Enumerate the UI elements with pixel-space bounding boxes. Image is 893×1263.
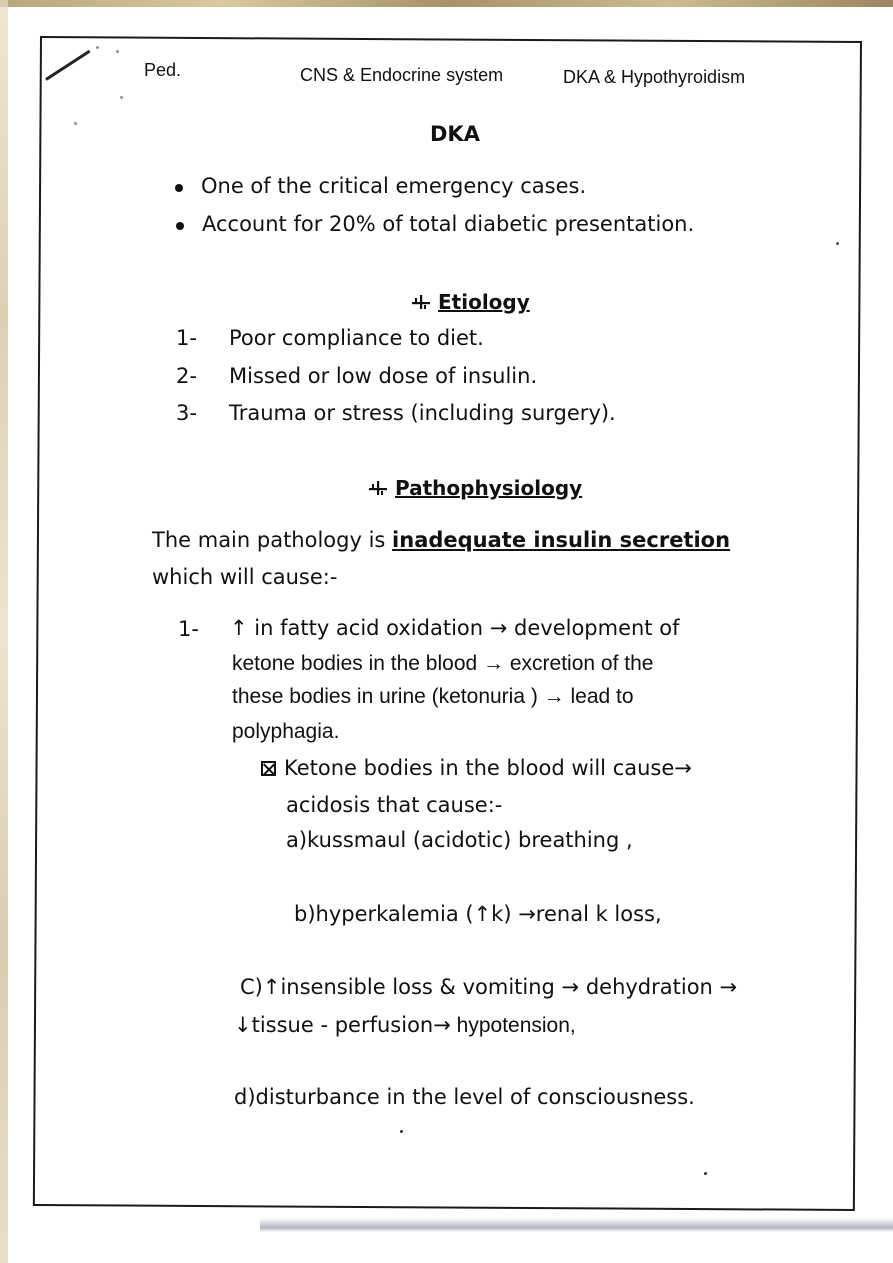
checkbox-x-icon	[261, 761, 276, 776]
effect-c-line-2	[234, 1013, 576, 1038]
etiology-num-3: 3-	[176, 401, 197, 425]
pathology-item-num-1: 1-	[178, 617, 199, 641]
speck	[120, 96, 123, 99]
pathology-intro-text: The main pathology is	[152, 528, 393, 552]
ketone-effect-text: Ketone bodies in the blood will cause→	[284, 756, 692, 780]
scan-edge-top	[0, 0, 893, 7]
etiology-item-2: Missed or low dose of insulin.	[229, 364, 538, 388]
speck	[836, 242, 839, 245]
pathology-intro-cont: which will cause:-	[152, 565, 338, 589]
header-right: DKA & Hypothyroidism	[563, 67, 746, 87]
pathology-key-term: inadequate insulin secretion	[392, 528, 731, 552]
section-marker-icon	[412, 294, 430, 310]
pathology-intro-line	[152, 528, 730, 552]
header-center: CNS & Endocrine system	[300, 65, 504, 85]
etiology-heading: Etiology	[438, 290, 530, 314]
ketone-effect-line-1	[261, 756, 692, 780]
etiology-item-3: Trauma or stress (including surgery).	[229, 401, 616, 425]
scan-edge-left	[0, 0, 8, 1263]
pathophysiology-heading: Pathophysiology	[395, 476, 583, 500]
speck	[74, 122, 77, 125]
pathology-item-1-line-1: ↑ in fatty acid oxidation → development of	[230, 616, 680, 640]
effect-a: a)kussmaul (acidotic) breathing ,	[286, 828, 633, 852]
effect-c-perfusion: ↓tissue - perfusion→	[234, 1013, 451, 1037]
etiology-num-2: 2-	[176, 364, 197, 388]
ketone-effect-line-2: acidosis that cause:-	[286, 793, 503, 817]
speck	[116, 50, 119, 53]
speck	[704, 1172, 707, 1175]
intro-bullet-2: Account for 20% of total diabetic presentation.	[202, 212, 695, 236]
section-marker-icon	[369, 480, 387, 496]
header-left: Ped.	[144, 60, 182, 80]
speck	[96, 46, 99, 49]
bullet-icon	[176, 222, 184, 230]
speck	[400, 1130, 403, 1133]
etiology-num-1: 1-	[176, 326, 197, 350]
effect-c-hypotension: hypotension,	[450, 1014, 576, 1037]
scan-edge-bottom	[260, 1218, 893, 1232]
effect-b: b)hyperkalemia (↑k) →renal k loss,	[294, 902, 662, 926]
etiology-item-1: Poor compliance to diet.	[229, 326, 484, 350]
intro-bullet-1: One of the critical emergency cases.	[201, 174, 587, 198]
page-title: DKA	[430, 122, 480, 146]
pathology-item-1-line-2: ketone bodies in the blood → excretion of the	[232, 652, 654, 675]
pathology-item-1-line-4: polyphagia.	[232, 720, 340, 743]
pathology-item-1-line-3: these bodies in urine (ketonuria ) → lead to	[232, 685, 634, 708]
bullet-icon	[175, 184, 183, 192]
effect-d: d)disturbance in the level of consciousness.	[234, 1085, 695, 1109]
effect-c-line-1: C)↑insensible loss & vomiting → dehydration →	[240, 975, 738, 999]
